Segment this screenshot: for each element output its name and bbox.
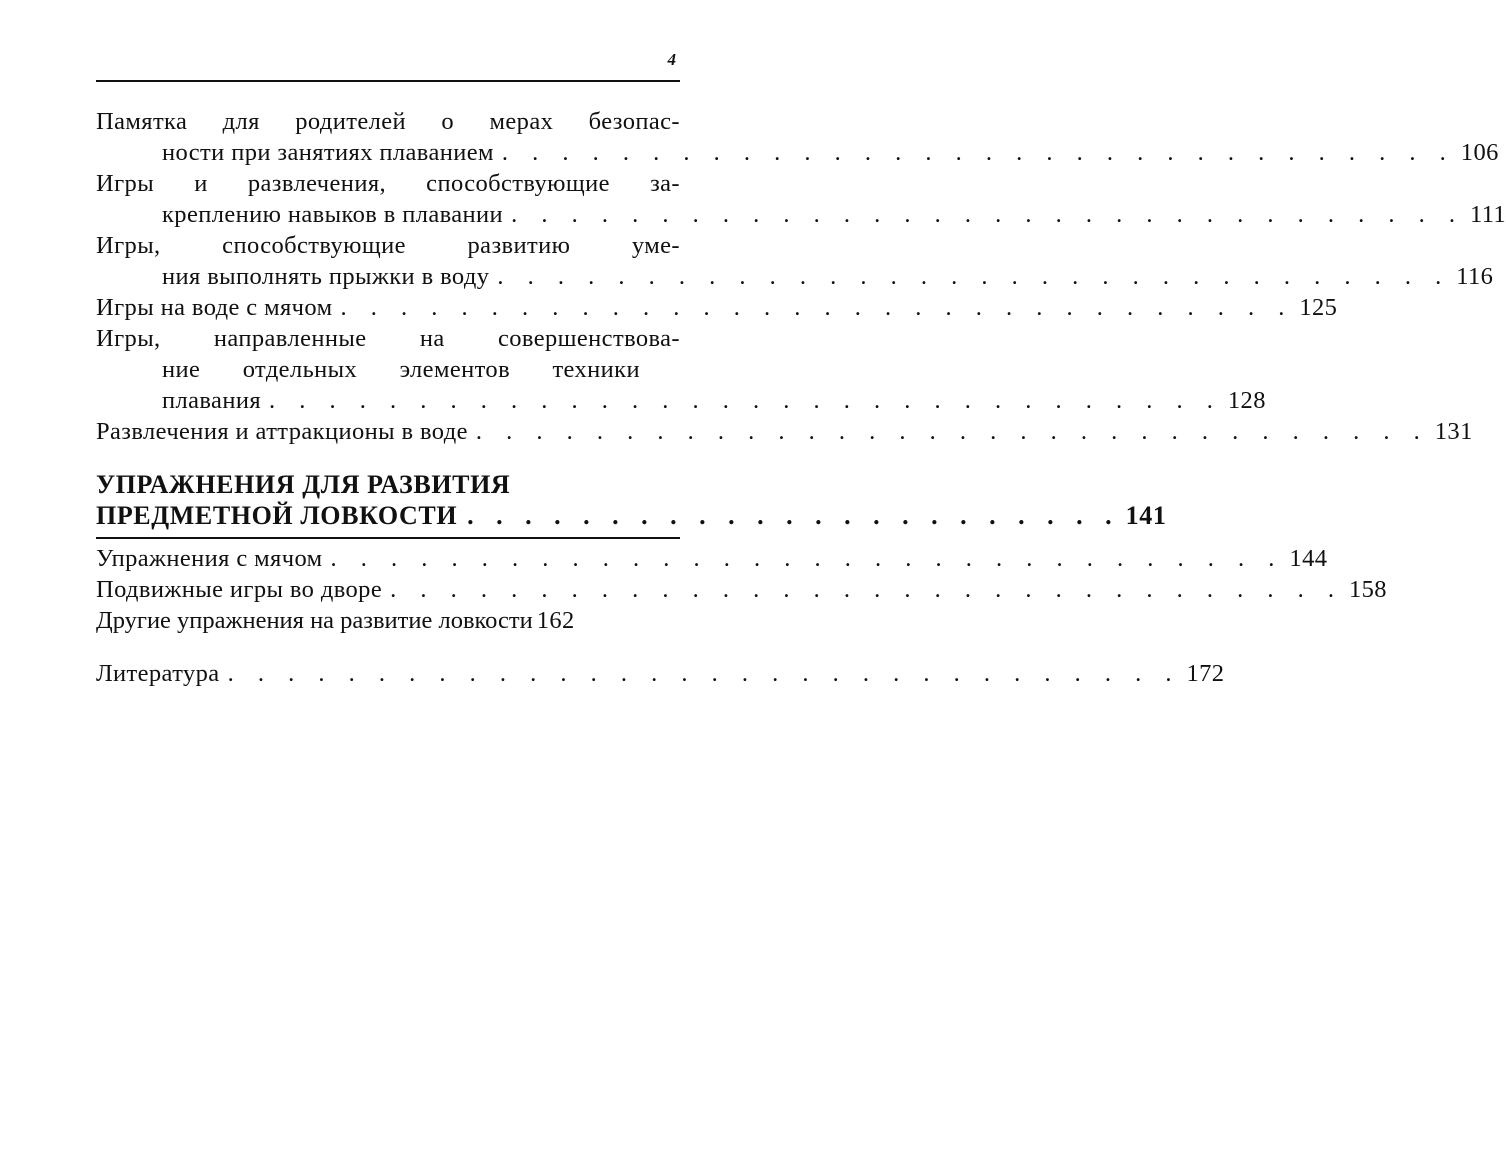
dot-leader: . . . . . . . . . . . . . . . . . . . . . . . . . . . . . . . . — [227, 659, 1181, 687]
toc-page-number: 131 — [1434, 418, 1473, 445]
toc-page-number: 111 — [1469, 201, 1506, 228]
toc-entry-line: ния выполнять прыжки в воду — [162, 263, 490, 290]
dot-leader: . . . . . . . . . . . . . . . . . . . . . . . . . . . . . . . . — [269, 387, 1222, 414]
toc-entry-line: Памятка для родителей о мерах безопас- — [96, 108, 680, 135]
toc-entry-line: Другие упражнения на развитие ловкости — [96, 606, 533, 634]
toc-page-number: 128 — [1227, 387, 1266, 414]
toc-entry-line: Игры, способствующие развитию уме- — [96, 232, 680, 259]
toc-entry — [96, 230, 1494, 292]
toc-entry-line: Игры на воде с мячом — [96, 294, 333, 321]
page-number: 4 — [667, 50, 676, 69]
toc-entry-line: Упражнения с мячом — [96, 544, 323, 572]
toc-entry-line: креплению навыков в плавании — [162, 201, 504, 228]
toc-entry — [96, 292, 1338, 323]
toc-entry-line: Игры, направленные на совершенствова- — [96, 325, 680, 352]
toc-entry-line: ние отдельных элементов техники — [162, 356, 640, 383]
toc-entry — [96, 323, 1266, 416]
toc-entry-line: ности при занятиях плаванием — [162, 139, 494, 166]
toc-page-number: 172 — [1186, 659, 1225, 687]
dot-leader: . . . . . . . . . . . . . . . . . . . . . . . . . . . . . . . . — [330, 544, 1284, 572]
dot-leader: . . . . . . . . . . . . . . . . . . . . . . . . . . . . . . . . — [475, 418, 1429, 445]
toc-entry — [96, 605, 680, 636]
toc-entry — [96, 574, 1387, 605]
section-heading — [96, 469, 1167, 539]
toc-entry — [96, 416, 1473, 447]
toc-page-number: 106 — [1460, 139, 1499, 166]
dot-leader: . . . . . . . . . . . . . . . . . . . . . . . — [467, 501, 1120, 530]
toc-entry — [96, 543, 1328, 574]
section-title-line: УПРАЖНЕНИЯ ДЛЯ РАЗВИТИЯ — [96, 470, 511, 499]
toc-entry-line: Развлечения и аттракционы в воде — [96, 418, 468, 445]
toc-entry — [96, 106, 1499, 168]
dot-leader: . . . . . . . . . . . . . . . . . . . . . . . . . . . . . . . . — [511, 201, 1464, 228]
top-rule — [96, 80, 680, 82]
section-page-number: 141 — [1125, 501, 1167, 530]
toc-page-number: 162 — [536, 606, 575, 634]
toc-entry-line: плавания — [162, 387, 262, 414]
dot-leader: . . . . . . . . . . . . . . . . . . . . . . . . . . . . . . . . — [501, 139, 1455, 166]
section-title-line: ПРЕДМЕТНОЙ ЛОВКОСТИ — [96, 501, 458, 530]
dot-leader: . . . . . . . . . . . . . . . . . . . . . . . . . . . . . . . . — [497, 263, 1451, 290]
toc-page-number: 158 — [1348, 575, 1387, 603]
dot-leader: . . . . . . . . . . . . . . . . . . . . . . . . . . . . . . . . — [390, 575, 1343, 603]
toc-entry-line: Игры и развлечения, способствующие за- — [96, 170, 680, 197]
section-rule — [96, 537, 680, 539]
toc-entry-line: Литература — [96, 659, 220, 687]
toc-entry-line: Подвижные игры во дворе — [96, 575, 383, 603]
toc-page-number: 125 — [1299, 294, 1338, 321]
toc-entry — [96, 168, 1506, 230]
toc-page-number: 116 — [1456, 263, 1494, 290]
table-of-contents — [96, 106, 1506, 689]
toc-page-number: 144 — [1289, 544, 1328, 572]
toc-entry — [96, 658, 1225, 689]
dot-leader: . . . . . . . . . . . . . . . . . . . . . . . . . . . . . . . . — [340, 294, 1294, 321]
